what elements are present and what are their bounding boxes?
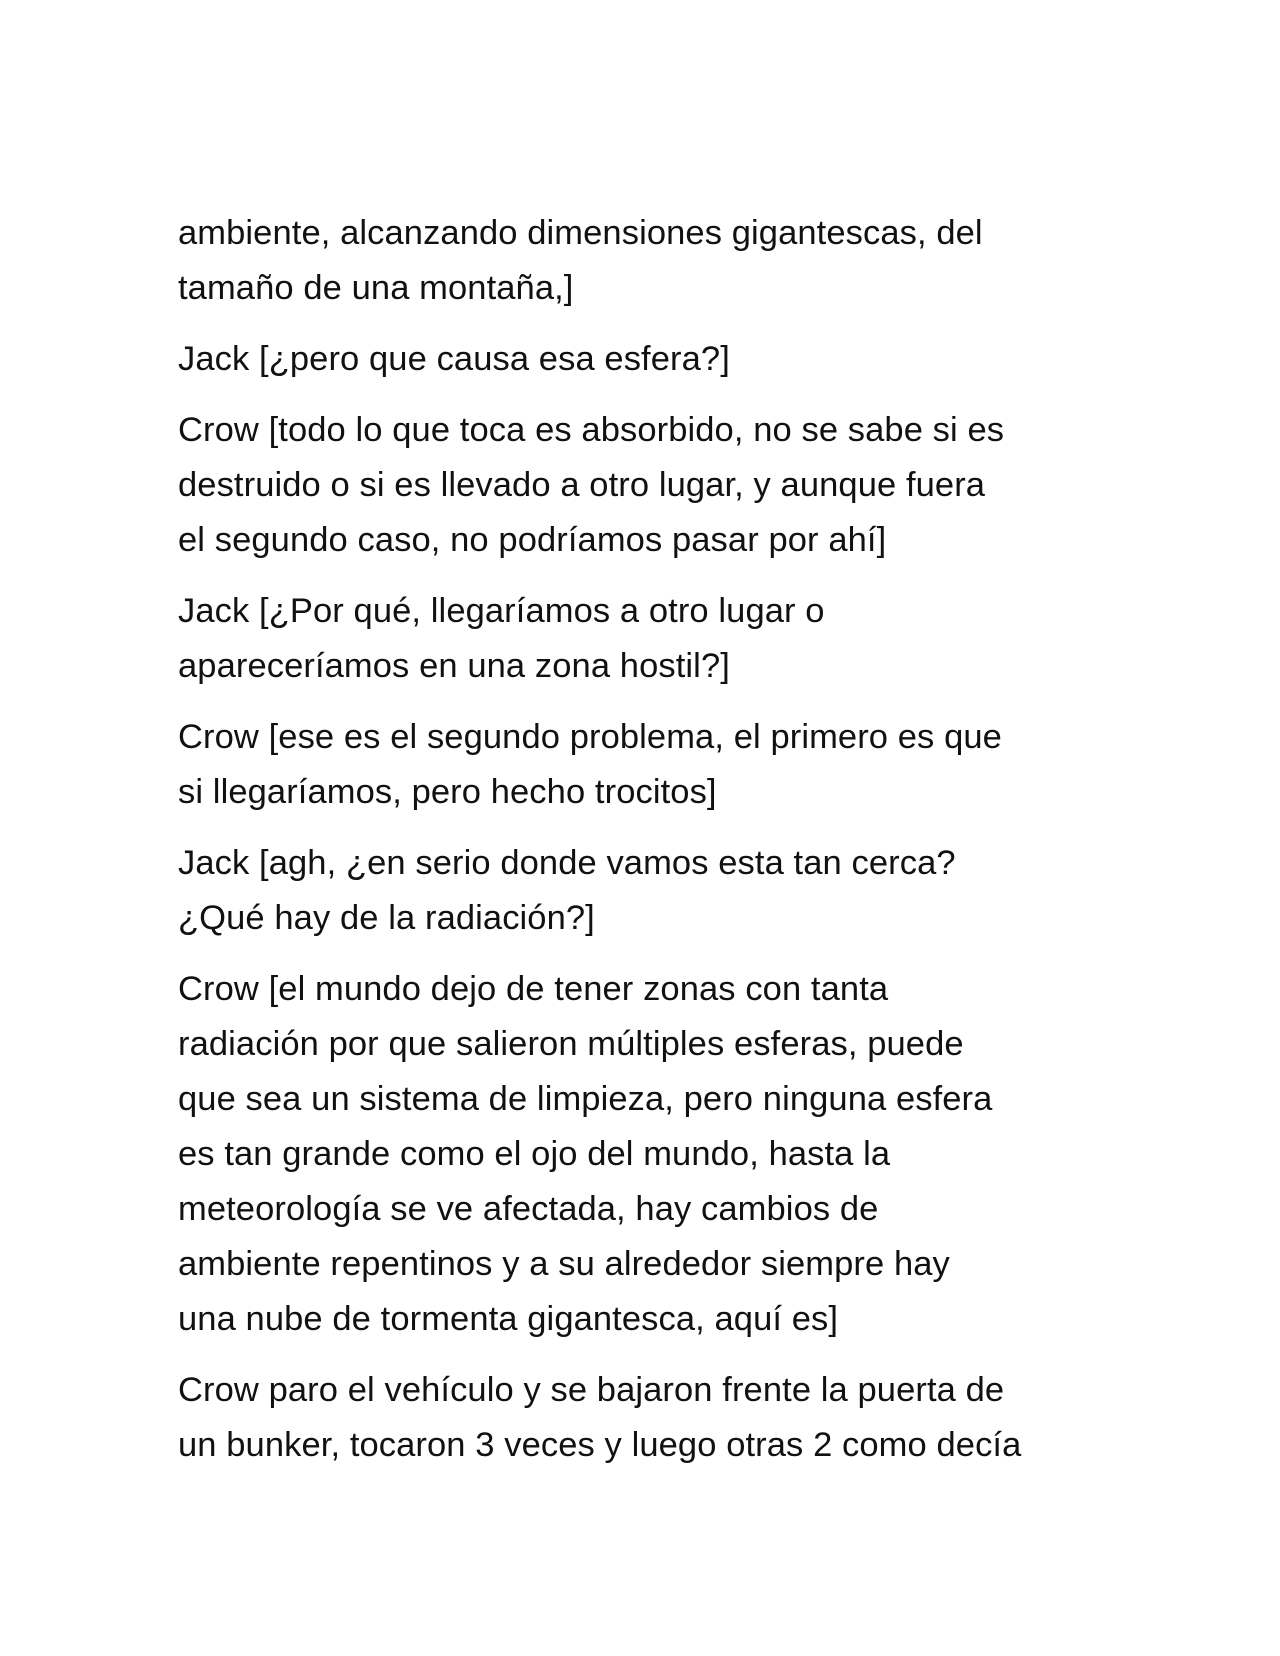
body-text <box>178 206 1118 1489</box>
paragraph <box>178 710 1118 820</box>
text-line: ¿Qué hay de la radiación?] <box>178 899 595 937</box>
text-line: ambiente, alcanzando dimensiones gigantescas, del <box>178 214 983 252</box>
paragraph <box>178 1363 1118 1473</box>
paragraph <box>178 836 1118 946</box>
text-line: es tan grande como el ojo del mundo, hasta la <box>178 1135 891 1173</box>
text-line: Crow [ese es el segundo problema, el primero es que <box>178 718 1002 756</box>
text-line: Crow [todo lo que toca es absorbido, no se sabe si es <box>178 411 1005 449</box>
text-line: una nube de tormenta gigantesca, aquí es] <box>178 1300 839 1338</box>
text-line: un bunker, tocaron 3 veces y luego otras 2 como decía <box>178 1426 1022 1464</box>
paragraph <box>178 403 1118 568</box>
text-line: radiación por que salieron múltiples esferas, puede <box>178 1025 964 1063</box>
text-line: tamaño de una montaña,] <box>178 269 574 307</box>
paragraph <box>178 206 1118 316</box>
text-line: meteorología se ve afectada, hay cambios de <box>178 1190 879 1228</box>
text-line: Crow [el mundo dejo de tener zonas con tanta <box>178 970 889 1008</box>
text-line: el segundo caso, no podríamos pasar por ahí] <box>178 521 887 559</box>
paragraph <box>178 332 1118 387</box>
text-line: Jack [¿pero que causa esa esfera?] <box>178 340 730 378</box>
paragraph <box>178 962 1118 1347</box>
text-line: ambiente repentinos y a su alrededor siempre hay <box>178 1245 950 1283</box>
text-line: Jack [¿Por qué, llegaríamos a otro lugar o <box>178 592 825 630</box>
text-line: si llegaríamos, pero hecho trocitos] <box>178 773 717 811</box>
text-line: Crow paro el vehículo y se bajaron frente la puerta de <box>178 1371 1005 1409</box>
text-line: destruido o si es llevado a otro lugar, y aunque fuera <box>178 466 986 504</box>
text-line: que sea un sistema de limpieza, pero ninguna esfera <box>178 1080 993 1118</box>
text-line: apareceríamos en una zona hostil?] <box>178 647 730 685</box>
text-line: Jack [agh, ¿en serio donde vamos esta tan cerca? <box>178 844 956 882</box>
paragraph <box>178 584 1118 694</box>
